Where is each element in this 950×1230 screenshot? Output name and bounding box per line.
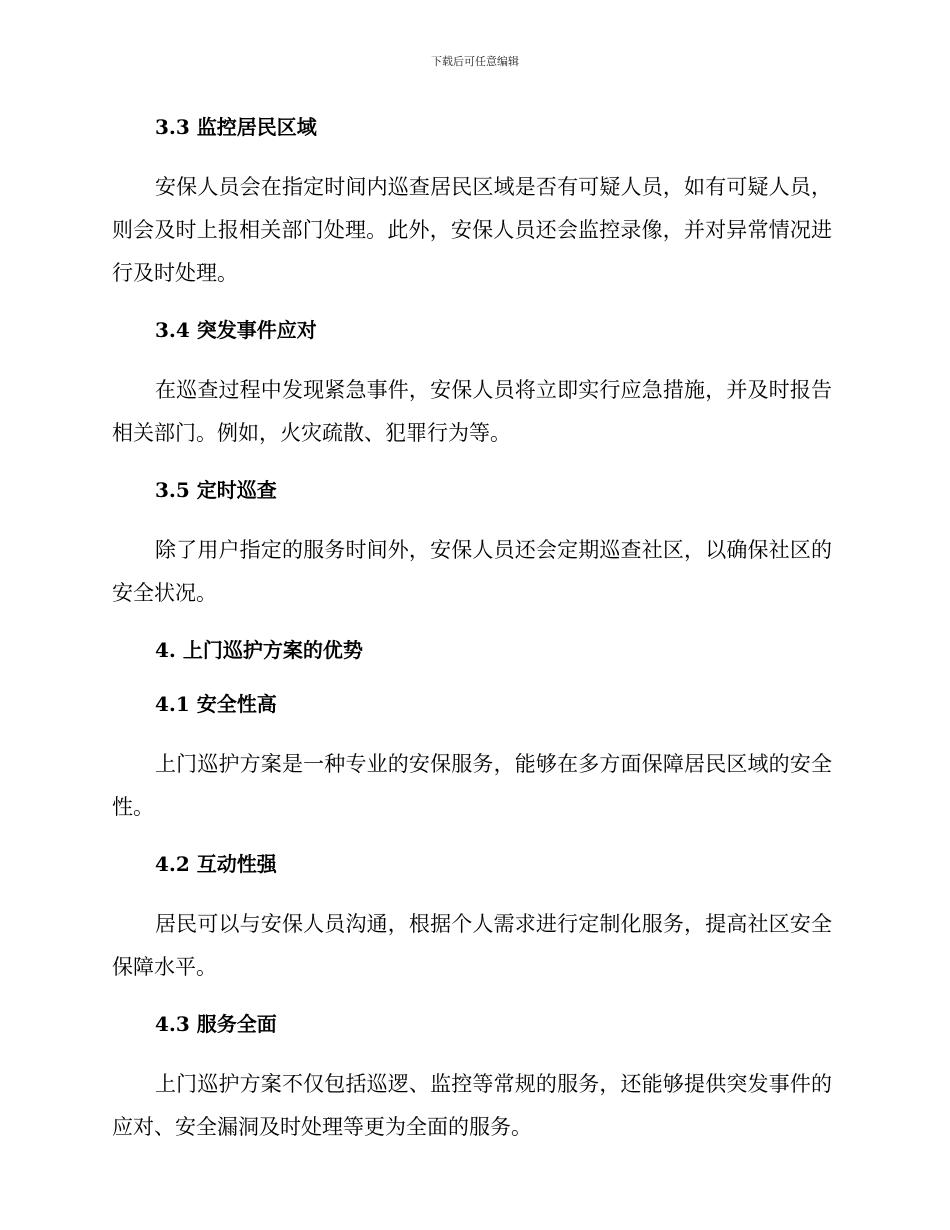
section-heading-3-3: 3.3 监控居民区域 bbox=[155, 115, 317, 139]
document-body bbox=[112, 112, 832, 1149]
section-paragraph-4-1: 上门巡护方案是一种专业的安保服务，能够在多方面保障居民区域的安全性。 bbox=[112, 752, 832, 819]
section-heading-4: 4. 上门巡护方案的优势 bbox=[155, 638, 363, 662]
section-paragraph-3-3: 安保人员会在指定时间内巡查居民区域是否有可疑人员，如有可疑人员，则会及时上报相关部门处理。此外，安保人员还会监控录像，并对异常情况进行及时处理。 bbox=[112, 175, 832, 285]
section-heading-3-5: 3.5 定时巡查 bbox=[155, 478, 277, 502]
section-heading-4-1: 4.1 安全性高 bbox=[155, 692, 277, 716]
section-heading-4-2: 4.2 互动性强 bbox=[155, 852, 277, 876]
page-header: 下载后可任意编辑 bbox=[431, 55, 519, 68]
section-paragraph-3-4: 在巡查过程中发现紧急事件，安保人员将立即实行应急措施，并及时报告相关部门。例如，火灾疏散、犯罪行为等。 bbox=[112, 378, 832, 445]
section-paragraph-3-5: 除了用户指定的服务时间外，安保人员还会定期巡查社区，以确保社区的安全状况。 bbox=[112, 538, 832, 605]
section-paragraph-4-2: 居民可以与安保人员沟通，根据个人需求进行定制化服务，提高社区安全保障水平。 bbox=[112, 912, 832, 979]
section-heading-3-4: 3.4 突发事件应对 bbox=[155, 318, 317, 342]
section-heading-4-3: 4.3 服务全面 bbox=[155, 1012, 277, 1036]
section-paragraph-4-3: 上门巡护方案不仅包括巡逻、监控等常规的服务，还能够提供突发事件的应对、安全漏洞及时处理等更为全面的服务。 bbox=[112, 1072, 832, 1139]
